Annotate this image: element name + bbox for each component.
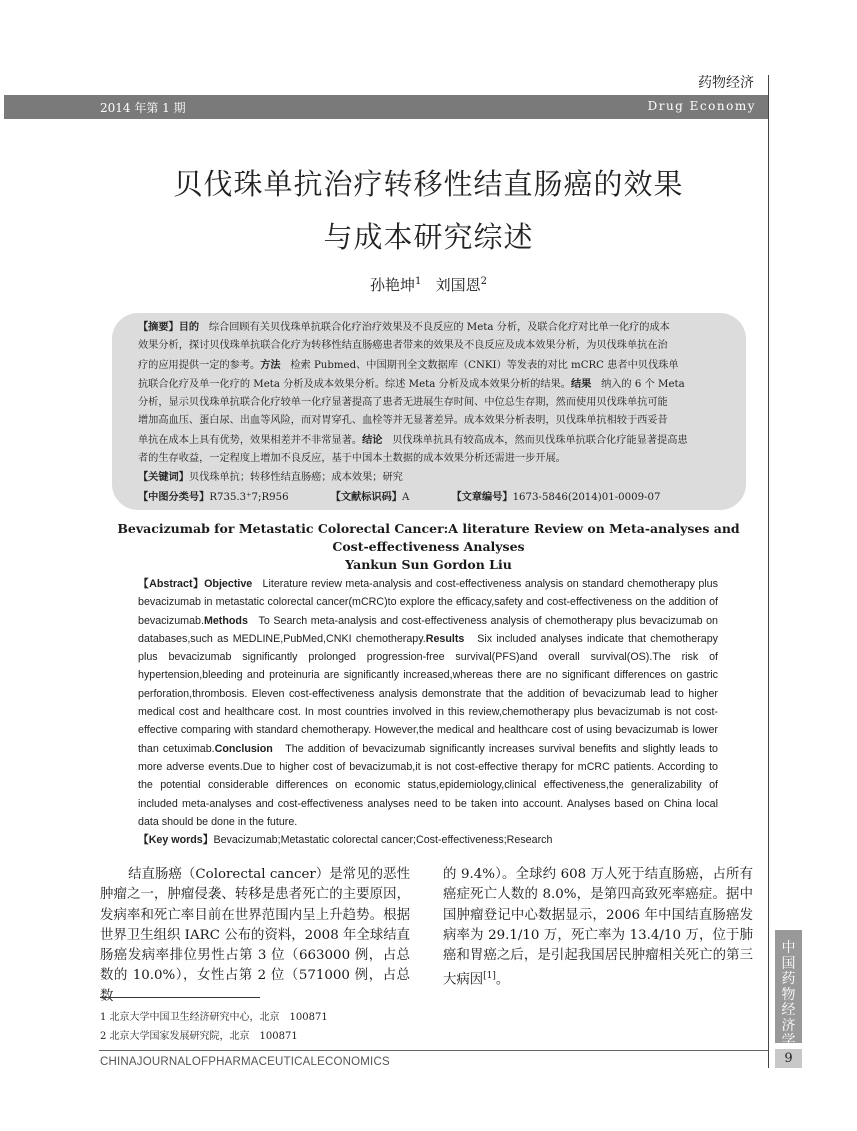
abstract-line: 疗的应用提供一定的参考。方法 检索 Pubmed、中国期刊全文数据库（CNKI）等发表的对比 mCRC 患者中贝伐珠单 (138, 358, 679, 371)
abstract-line: 分析，显示贝伐珠单抗联合化疗较单一化疗显著提高了患者无进展生存时间、中位总生存期，然而使用贝伐珠单抗可能 (138, 397, 668, 409)
abstract-line: 【摘要】目的 综合回顾有关贝伐珠单抗联合化疗治疗效果及不良反应的 Meta 分析，及联合化疗对比单一化疗的成本 (138, 321, 670, 333)
side-tab-label: 中国药物经济学 (781, 940, 796, 1049)
footnote-rule (100, 997, 260, 998)
abstract-line: 者的生存收益，一定程度上增加不良反应，基于中国本土数据的成本效果分析还需进一步开展。 (138, 453, 566, 465)
english-title-2: Cost-effectiveness Analyses (332, 539, 525, 554)
abstract-line: 单抗在成本上具有优势，效果相差并不非常显著。结论 贝伐珠单抗具有较高成本，然而贝伐珠单抗联合化疗能显著提高患 (138, 433, 688, 446)
abstract-line: 抗联合化疗及单一化疗的 Meta 分析及成本效果分析。综述 Meta 分析及成本效果分析的结果。结果 纳入的 6 个 Meta (138, 377, 685, 390)
author-2-affil: 2 (480, 276, 488, 287)
issue-label: 2014 年第 1 期 (100, 101, 186, 115)
footnote-2: 2 北京大学国家发展研究院，北京 100871 (100, 1031, 298, 1042)
title-line-2: 与成本研究综述 (323, 220, 534, 254)
section-tag: 药物经济 (698, 75, 754, 91)
journal-name: Drug Economy (647, 99, 756, 113)
page-number: 9 (775, 1049, 802, 1068)
journal-footer: CHINAJOURNALOFPHARMACEUTICALECONOMICS (100, 1056, 390, 1068)
english-title-1: Bevacizumab for Metastatic Colorectal Cancer:A literature Review on Meta-analyses and (117, 521, 740, 536)
body-column-left: 结直肠癌（Colorectal cancer）是常见的恶性肿瘤之一，肿瘤侵袭、转移是患者死亡的主要原因，发病率和死亡率目前在世界范围内呈上升趋势。根据世界卫生组织 IARC 公布的资料，2008 年全球结直肠癌发病率排位男性占第 3 位（663000 例，占总数的 10.0%），女性占第 2 位（571000 例，占总数 (100, 867, 410, 1004)
footer-rule (99, 1050, 768, 1051)
authors (0, 274, 857, 295)
reference-mark: [1] (483, 971, 496, 982)
header-bar (4, 95, 768, 119)
author-1-affil: 1 (414, 276, 422, 287)
english-abstract: 【Abstract】Objective Literature review meta-analysis and cost-effectiveness analysis on standard chemotherapy plus bevacizumab in metastatic colorectal cancer(mCRC)to explore the efficacy,safety and cost-effectiveness on the addition of bevacizumab.Methods To Search meta-analysis and cost-effectiveness analysis of chemotherapy plus bevacizumab on databases,such as MEDLINE,PubMed,CNKI chemotherapy.Results Six included analyses indicate that chemotherapy plus bevacizumab significantly prolonged progression-free survival(PFS)and overall survival(OS).The risk of hypertension,bleeding and proteinuria are significantly increased,whereas there are no significant differences on gastric perforation,thrombosis. Eleven cost-effectiveness analysis demonstrate that the addition of bevacizumab lead to higher medical cost and healthcare cost. In most countries involved in this review,chemotherapy plus bevacizumab is not cost-effective comparing with standard chemotherapy. However,the medical and healthcare cost of using bevacizumab is lower than cetuximab.Conclusion The addition of bevacizumab significantly increases survival benefits and slightly leads to more adverse events.Due to higher cost of bevacizumab,it is not cost-effective therapy for mCRC patients. According to the potential considerable differences on economic status,epidemiology,clinical effectiveness,the generalizability of included meta-analyses and cost-effectiveness analyses need to be taken into account. Analyses based on China local data should be done in the future. 【Key words】Bevacizumab;Metastatic colorectal cancer;Cost-effectiveness;Research (138, 578, 719, 847)
classification-line: 【中图分类号】R735.3⁺7;R956 【文献标识码】A 【文章编号】1673-5846(2014)01-0009-07 (138, 490, 661, 503)
abstract-line: 效果分析，探讨贝伐珠单抗联合化疗为转移性结直肠癌患者带来的效果及不良反应及成本效果分析，为贝伐珠单抗在治 (138, 340, 668, 352)
english-authors: Yankun Sun Gordon Liu (345, 557, 512, 572)
body-column-right: 的 9.4%）。全球约 608 万人死于结直肠癌，占所有癌症死亡人数的 8.0%，是第四高致死率癌症。据中国肿瘤登记中心数据显示，2006 年中国结直肠癌发病率为 29.1/10 万，死亡率为 13.4/10 万，位于肺癌和胃癌之后，是引起我国居民肿瘤相关死亡的第三大病因[1]。 (443, 867, 753, 988)
abstract-cn (138, 318, 723, 507)
author-1: 孙艳坤 (369, 276, 415, 294)
author-2: 刘国恩 (435, 276, 481, 294)
abstract-line: 增加高血压、蛋白尿、出血等风险，而对胃穿孔、血栓等并无显著差异。成本效果分析表明，贝伐珠单抗相较于西妥昔 (138, 415, 668, 427)
keywords-cn: 【关键词】贝伐珠单抗；转移性结直肠癌；成本效果；研究 (138, 471, 403, 484)
footnote-1: 1 北京大学中国卫生经济研究中心，北京 100871 (100, 1012, 328, 1023)
side-tab (775, 930, 802, 1049)
title-line-1: 贝伐珠单抗治疗转移性结直肠癌的效果 (173, 167, 684, 201)
